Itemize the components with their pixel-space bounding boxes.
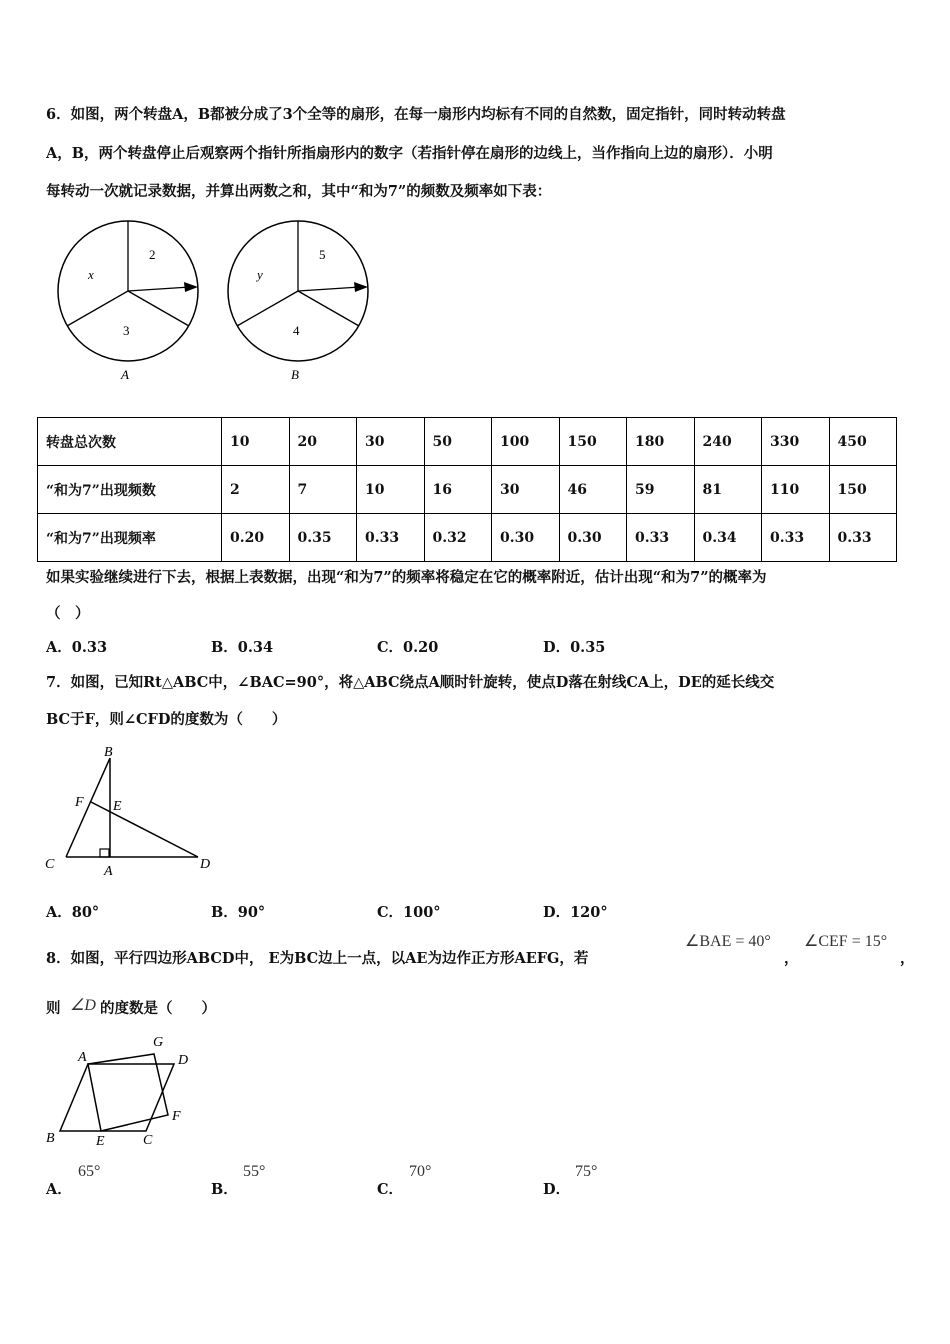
q7-option-d: D．120° (543, 904, 608, 921)
spinner-b-figure (220, 215, 380, 390)
table-cell: 46 (559, 466, 627, 514)
q6-line-4: 如果实验继续进行下去，根据上表数据，出现“和为7”的频率将稳定在它的概率附近，估计出现“和为7”的概率为 (46, 569, 767, 586)
table-cell: 450 (829, 418, 897, 466)
q8-parallelogram-figure (42, 1030, 202, 1150)
q7-label-e: E (113, 799, 122, 814)
spinner-a-sector-2: 2 (149, 247, 156, 262)
table-cell: 150 (559, 418, 627, 466)
spinner-b-sector-5: 5 (319, 247, 326, 262)
q6-line-3: 每转动一次就记录数据，并算出两数之和，其中“和为7”的频数及频率如下表： (46, 183, 552, 200)
table-cell: 30 (492, 466, 560, 514)
q8-label-a: A (78, 1050, 87, 1065)
q7-option-b: B．90° (211, 904, 266, 921)
q6-line-2: A，B，两个转盘停止后观察两个指针所指扇形内的数字（若指针停在扇形的边线上，当作指向上边的扇形）．小明 (46, 145, 773, 162)
q8-option-b-letter: B． (211, 1181, 238, 1198)
q6-line-5: （ ） (46, 605, 90, 622)
q7-label-a: A (104, 864, 113, 879)
frequency-table (37, 417, 897, 562)
q8-option-c-value: 70° (409, 1163, 432, 1180)
q8-math-d: ∠D (70, 997, 96, 1014)
q8-separator: ， (784, 950, 799, 967)
table-cell: 10 (222, 418, 290, 466)
table-cell: “和为7”出现频数 (38, 466, 222, 514)
table-cell: 10 (357, 466, 425, 514)
q8-option-d-letter: D． (543, 1181, 571, 1198)
table-row (38, 514, 897, 562)
q8-label-f: F (172, 1109, 181, 1124)
q7-label-d: D (200, 857, 211, 872)
q8-option-a-value: 65° (78, 1163, 101, 1180)
q6-option-d: D．0.35 (543, 639, 606, 656)
table-cell: 81 (694, 466, 762, 514)
spinner-b-sector-y: y (257, 267, 263, 282)
table-cell: 110 (762, 466, 830, 514)
q7-label-b: B (104, 745, 113, 760)
q7-line-2: BC于F，则∠CFD的度数为（ ） (46, 711, 287, 728)
q8-math-cef: ∠CEF = 15° (804, 933, 888, 950)
table-cell: 0.35 (289, 514, 357, 562)
table-row (38, 466, 897, 514)
table-cell: 0.33 (357, 514, 425, 562)
q8-math-bae: ∠BAE = 40° (685, 933, 771, 950)
q7-triangle-figure (42, 742, 217, 882)
table-cell: 2 (222, 466, 290, 514)
q6-option-c: C．0.20 (377, 639, 439, 656)
table-cell: 0.33 (829, 514, 897, 562)
q8-line-2-suffix: 的度数是（ ） (100, 1000, 216, 1017)
table-cell: 240 (694, 418, 762, 466)
q7-option-c: C．100° (377, 904, 441, 921)
q7-label-f: F (75, 795, 84, 810)
table-cell: “和为7”出现频率 (38, 514, 222, 562)
spinner-b-sector-4: 4 (293, 323, 300, 338)
spinner-a-figure (50, 215, 210, 390)
q8-option-a-letter: A． (46, 1181, 72, 1198)
q8-label-c: C (143, 1133, 153, 1148)
q6-line-1: 6．如图，两个转盘A，B都被分成了3个全等的扇形，在每一扇形内均标有不同的自然数，固定指针，同时转动转盘 (46, 106, 786, 123)
spinner-b-label: B (291, 367, 299, 382)
q8-label-b: B (46, 1131, 55, 1146)
q8-line-1: 8．如图，平行四边形ABCD中， E为BC边上一点，以AE为边作正方形AEFG，若 (46, 950, 589, 967)
q8-option-c-letter: C． (377, 1181, 404, 1198)
q8-label-g: G (153, 1035, 164, 1050)
q7-label-c: C (45, 857, 55, 872)
table-cell: 0.34 (694, 514, 762, 562)
table-cell: 50 (424, 418, 492, 466)
table-cell: 0.20 (222, 514, 290, 562)
table-cell: 0.30 (492, 514, 560, 562)
table-cell: 20 (289, 418, 357, 466)
table-cell: 0.30 (559, 514, 627, 562)
spinner-a-label: A (121, 367, 129, 382)
q8-option-b-value: 55° (243, 1163, 266, 1180)
q8-option-d-value: 75° (575, 1163, 598, 1180)
table-cell: 7 (289, 466, 357, 514)
table-cell: 30 (357, 418, 425, 466)
q8-line-2-prefix: 则 (46, 1000, 61, 1017)
table-cell: 转盘总次数 (38, 418, 222, 466)
table-row (38, 418, 897, 466)
q7-option-a: A．80° (46, 904, 100, 921)
q8-label-d: D (178, 1053, 189, 1068)
table-cell: 0.33 (627, 514, 695, 562)
spinner-a-sector-3: 3 (123, 323, 130, 338)
table-cell: 0.32 (424, 514, 492, 562)
q8-label-e: E (96, 1134, 105, 1149)
table-cell: 150 (829, 466, 897, 514)
table-cell: 59 (627, 466, 695, 514)
spinner-a-sector-x: x (88, 267, 94, 282)
table-cell: 0.33 (762, 514, 830, 562)
table-cell: 16 (424, 466, 492, 514)
q7-line-1: 7．如图，已知Rt△ABC中，∠BAC=90°，将△ABC绕点A顺时针旋转，使点D落在射线CA上，DE的延长线交 (46, 674, 775, 691)
q8-separator-2: ， (900, 950, 915, 967)
q6-option-b: B．0.34 (211, 639, 274, 656)
q6-option-a: A．0.33 (46, 639, 108, 656)
table-cell: 180 (627, 418, 695, 466)
table-cell: 100 (492, 418, 560, 466)
table-cell: 330 (762, 418, 830, 466)
